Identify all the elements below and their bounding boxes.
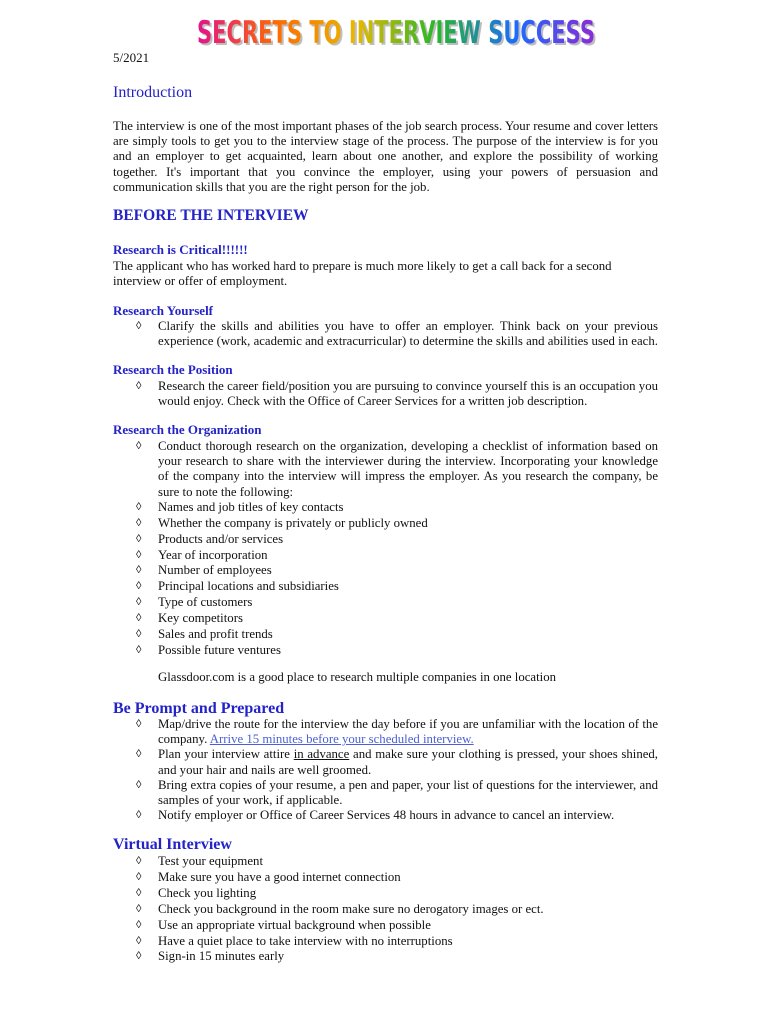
virtual-interview-heading: Virtual Interview	[113, 836, 232, 853]
diamond-bullet-icon: ◊	[136, 748, 142, 761]
research-critical-paragraph: The applicant who has worked hard to prepare is much more likely to get a call back for a second interview or offer of employment.	[113, 259, 612, 289]
diamond-bullet-icon: ◊	[136, 718, 142, 730]
list-item-text: Conduct thorough research on the organization, developing a checklist of information based on your research to share with the interviewer during the interview. Incorporating your knowledge of the company into the interview will impress the employer. As you research the company, be sure to note the following:	[158, 439, 658, 499]
prompt-prepared-list	[113, 717, 658, 823]
list-item	[113, 548, 658, 564]
list-item	[113, 854, 658, 870]
diamond-bullet-icon: ◊	[136, 643, 142, 656]
list-item	[113, 532, 658, 548]
route-text: Map/drive the route for the interview the day before if you are unfamiliar with the location of the company.	[158, 717, 658, 747]
diamond-bullet-icon: ◊	[136, 918, 142, 931]
list-item-text: Sign-in 15 minutes early	[158, 949, 285, 964]
attire-text-pre: Plan your interview attire	[158, 747, 294, 762]
list-item-text: Notify employer or Office of Career Services 48 hours in advance to cancel an interview.	[158, 808, 615, 823]
list-item	[113, 778, 658, 808]
diamond-bullet-icon: ◊	[136, 532, 142, 545]
list-item-text: Have a quiet place to take interview with no interruptions	[158, 933, 453, 948]
list-item	[113, 808, 658, 823]
list-item	[113, 595, 658, 611]
arrive-early-link[interactable]: Arrive 15 minutes before your scheduled interview.	[209, 732, 474, 747]
list-item-text: Use an appropriate virtual background when possible	[158, 917, 431, 932]
document-date: 5/2021	[113, 50, 150, 65]
list-item	[113, 870, 658, 886]
list-item-text	[158, 747, 658, 777]
diamond-bullet-icon: ◊	[136, 500, 142, 513]
list-item	[113, 902, 658, 918]
introduction-paragraph: The interview is one of the most important phases of the job search process. Your resume and cover letters are simply tools to get you to the interview stage of the process. The purpose of the interview is for you and an employer to get acquainted, learn about one another, and explore the possibility of working together. It's important that you convince the employer, using your powers of persuasion and communication skills that you are the right person for the job.	[113, 119, 658, 194]
list-item-text: Key competitors	[158, 611, 243, 626]
list-item	[113, 627, 658, 643]
diamond-bullet-icon: ◊	[136, 950, 142, 963]
list-item	[113, 643, 658, 659]
list-item-text: Test your equipment	[158, 854, 264, 868]
list-item-text	[158, 717, 658, 747]
list-item-text: Number of employees	[158, 563, 272, 578]
research-yourself-list	[113, 319, 658, 349]
diamond-bullet-icon: ◊	[136, 380, 142, 392]
list-item	[113, 949, 658, 965]
research-yourself-heading: Research Yourself	[113, 303, 214, 318]
attire-text-post: and make sure your clothing is pressed, your shoes shined, and your hair and nails are well groomed.	[158, 747, 658, 777]
research-position-heading: Research the Position	[113, 362, 233, 377]
list-item	[113, 747, 658, 777]
title-text: SECRETS TO INTERVIEW SUCCESS	[197, 15, 595, 48]
research-organization-heading: Research the Organization	[113, 422, 262, 437]
in-advance-underlined: in advance	[293, 747, 350, 762]
diamond-bullet-icon: ◊	[136, 564, 142, 577]
research-organization-list	[113, 439, 658, 659]
list-item-text: Bring extra copies of your resume, a pen and paper, your list of questions for the interviewer, and samples of your work, if applicable.	[158, 777, 658, 808]
list-item-text: Clarify the skills and abilities you have to offer an employer. Think back on your previous experience (work, academic and extracurricular) to determine the skills and abilities used in each.	[158, 319, 658, 349]
diamond-bullet-icon: ◊	[136, 596, 142, 609]
diamond-bullet-icon: ◊	[136, 612, 142, 625]
diamond-bullet-icon: ◊	[136, 870, 142, 883]
list-item-text: Names and job titles of key contacts	[158, 499, 344, 514]
diamond-bullet-icon: ◊	[136, 902, 142, 915]
research-position-list	[113, 379, 658, 409]
diamond-bullet-icon: ◊	[136, 778, 142, 791]
list-item	[113, 886, 658, 902]
diamond-bullet-icon: ◊	[136, 320, 142, 332]
diamond-bullet-icon: ◊	[136, 886, 142, 899]
list-item-text: Research the career field/position you are pursuing to convince yourself this is an occupation you would enjoy. Check with the Office of Career Services for a written job description.	[158, 379, 658, 409]
list-item-text: Make sure you have a good internet connection	[158, 869, 401, 884]
list-item-text: Type of customers	[158, 595, 253, 610]
diamond-bullet-icon: ◊	[136, 809, 142, 822]
diamond-bullet-icon: ◊	[136, 516, 142, 529]
list-item	[113, 918, 658, 934]
list-item-text: Principal locations and subsidiaries	[158, 579, 339, 594]
introduction-heading: Introduction	[113, 84, 193, 101]
list-item	[113, 516, 658, 532]
list-item	[113, 500, 658, 516]
list-item-text: Check you lighting	[158, 885, 257, 900]
virtual-interview-list	[113, 854, 658, 965]
research-critical-heading: Research is Critical!!!!!!	[113, 242, 248, 257]
title-shadow: SECRETS TO INTERVIEW SUCCESS	[199, 17, 597, 48]
list-item	[113, 439, 658, 500]
list-item-text: Possible future ventures	[158, 642, 281, 657]
diamond-bullet-icon: ◊	[136, 855, 142, 867]
document-title-wordart	[196, 14, 600, 48]
list-item	[113, 319, 658, 349]
list-item-text: Year of incorporation	[158, 547, 268, 562]
list-item	[113, 579, 658, 595]
list-item	[113, 379, 658, 409]
diamond-bullet-icon: ◊	[136, 440, 142, 452]
list-item-text: Products and/or services	[158, 531, 284, 546]
prompt-prepared-heading: Be Prompt and Prepared	[113, 700, 285, 717]
list-item	[113, 934, 658, 950]
list-item	[113, 611, 658, 627]
diamond-bullet-icon: ◊	[136, 580, 142, 593]
title-wordart-svg	[196, 14, 600, 48]
diamond-bullet-icon: ◊	[136, 548, 142, 561]
list-item	[113, 563, 658, 579]
diamond-bullet-icon: ◊	[136, 628, 142, 641]
before-interview-heading: BEFORE THE INTERVIEW	[113, 207, 309, 224]
list-item-text: Check you background in the room make sure no derogatory images or ect.	[158, 901, 544, 916]
list-item-text: Whether the company is privately or publicly owned	[158, 515, 428, 530]
diamond-bullet-icon: ◊	[136, 934, 142, 947]
list-item-text: Sales and profit trends	[158, 627, 273, 642]
glassdoor-note: Glassdoor.com is a good place to research multiple companies in one location	[158, 670, 557, 684]
list-item	[113, 717, 658, 747]
